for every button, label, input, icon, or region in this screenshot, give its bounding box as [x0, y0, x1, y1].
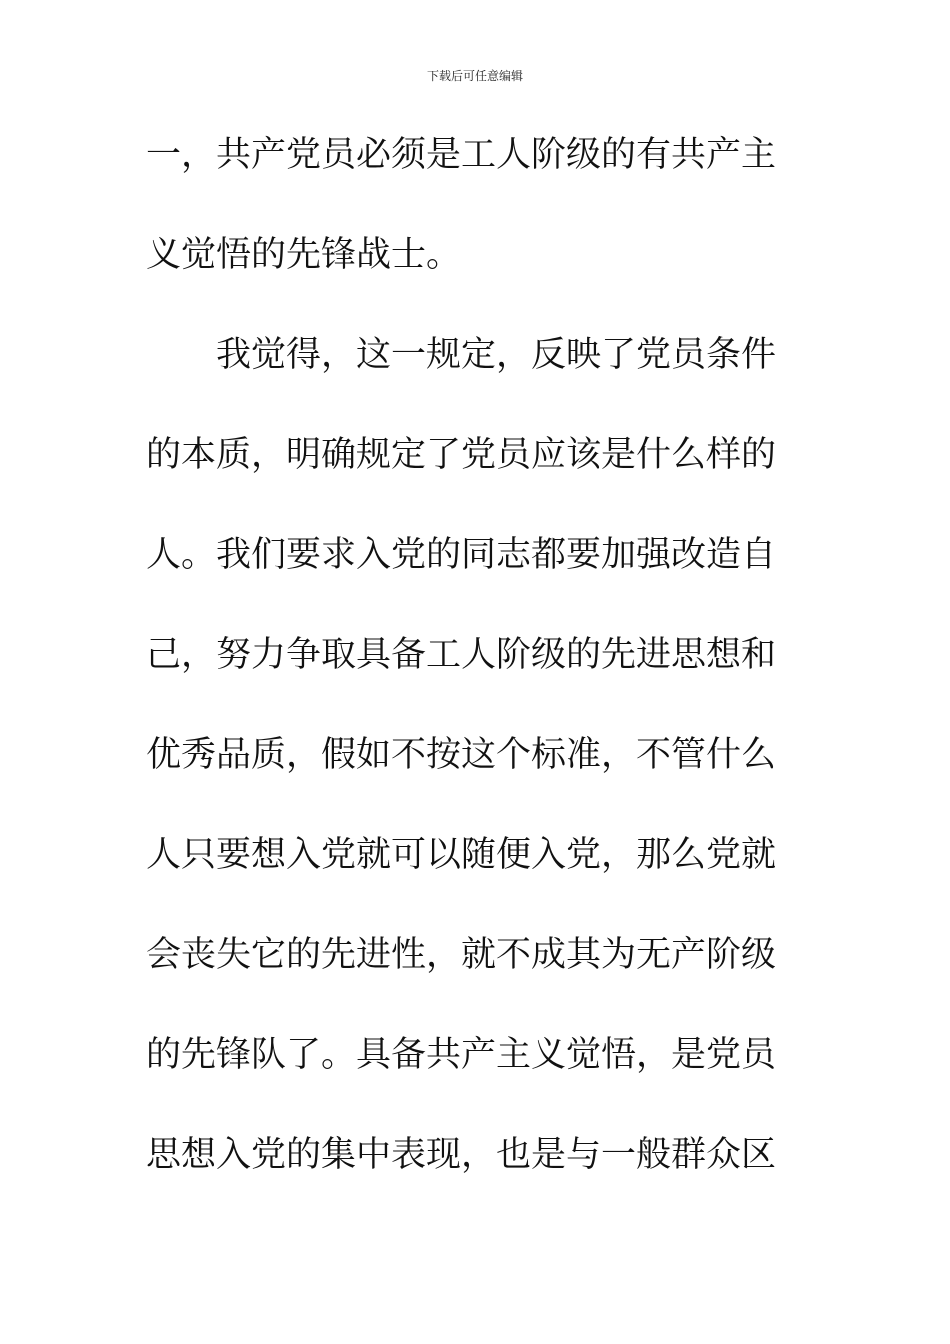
text-line: 我觉得，这一规定，反映了党员条件 [146, 335, 777, 375]
text-line: 思想入党的集中表现，也是与一般群众区 [146, 1135, 777, 1175]
text-line: 义觉悟的先锋战士。 [146, 235, 462, 275]
text-line: 人只要想入党就可以随便入党，那么党就 [146, 835, 777, 875]
text-line: 人。我们要求入党的同志都要加强改造自 [146, 535, 777, 575]
text-line: 的本质，明确规定了党员应该是什么样的 [146, 435, 777, 475]
document-body [146, 125, 778, 1225]
text-line: 的先锋队了。具备共产主义觉悟，是党员 [146, 1035, 777, 1075]
text-line: 会丧失它的先进性，就不成其为无产阶级 [146, 935, 777, 975]
text-line: 优秀品质，假如不按这个标准，不管什么 [146, 735, 777, 775]
text-line: 一，共产党员必须是工人阶级的有共产主 [146, 135, 777, 175]
text-line: 己，努力争取具备工人阶级的先进思想和 [146, 635, 777, 675]
page-header: 下载后可任意编辑 [426, 69, 523, 83]
